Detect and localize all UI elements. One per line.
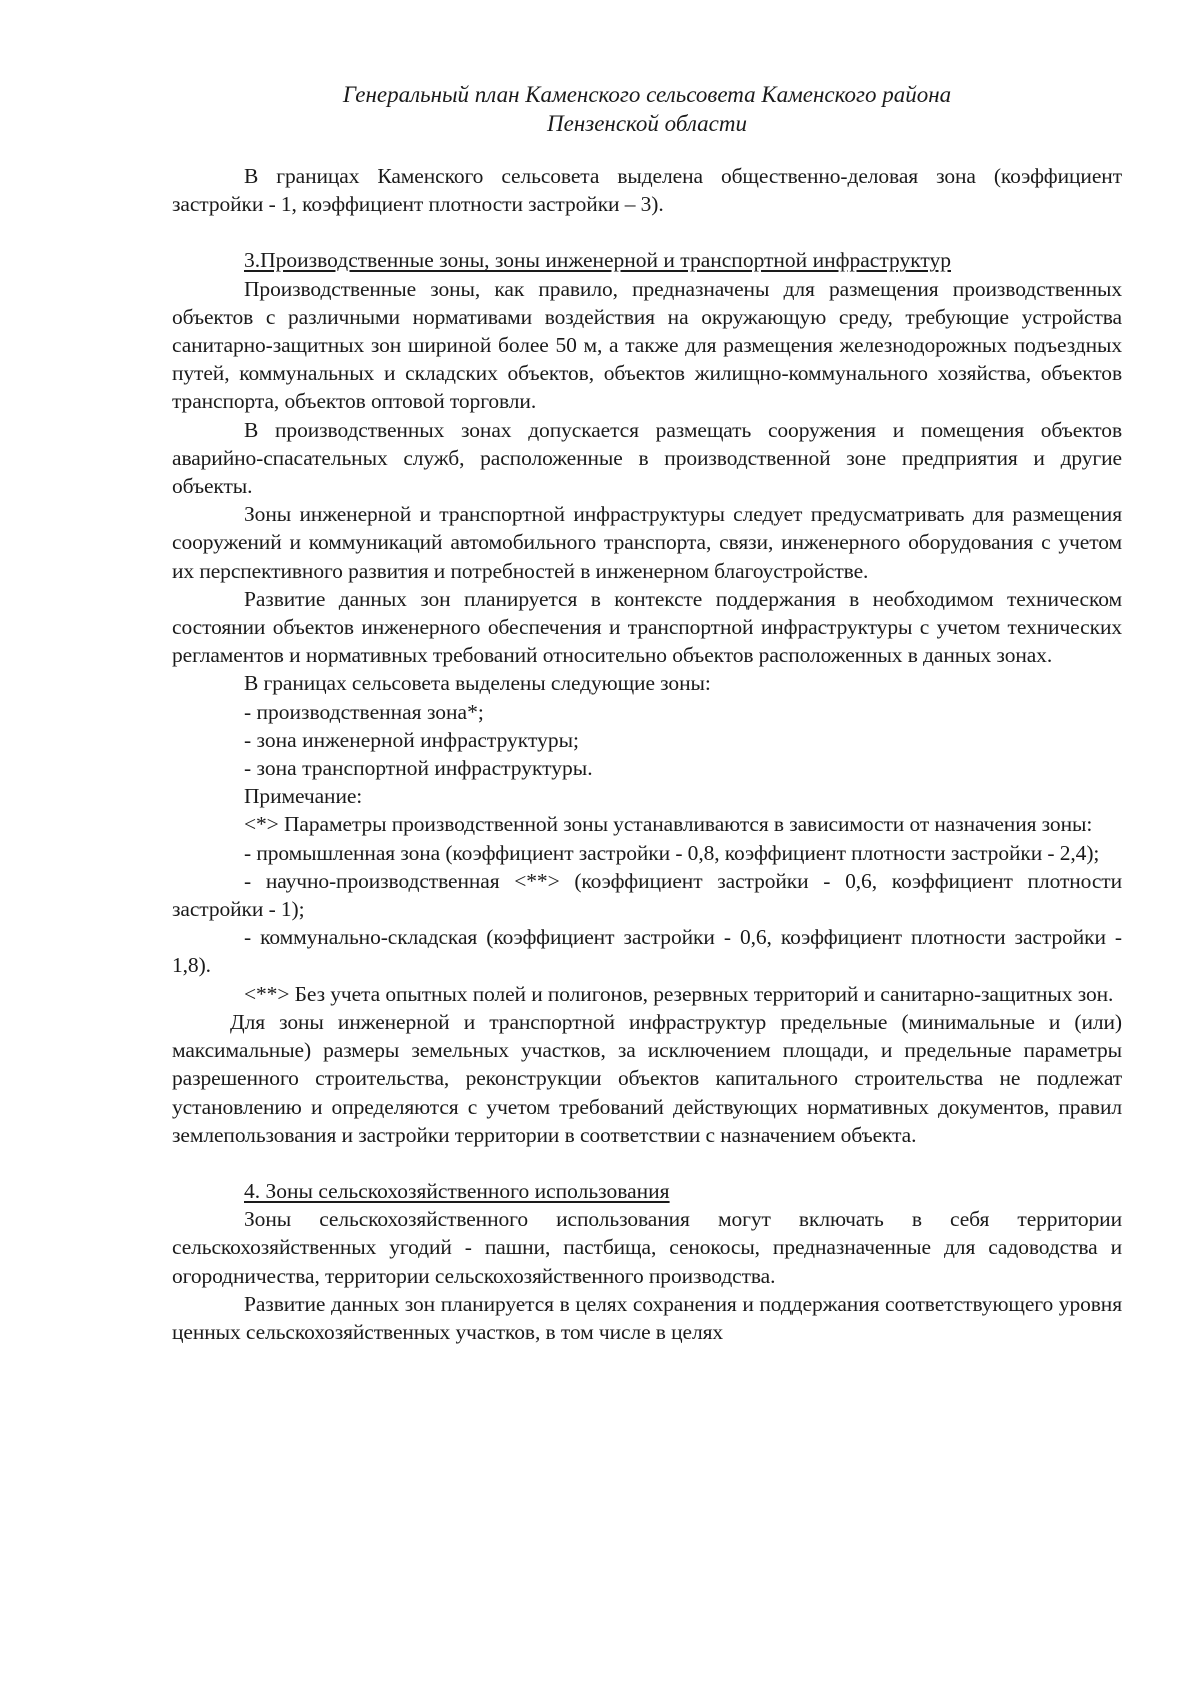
zone-list-item: - производственная зона*; <box>244 699 484 724</box>
spacer <box>172 1149 1122 1177</box>
section-4-paragraph-2: Развитие данных зон планируется в целях сохранения и поддержания соответствующего уровня ценных сельскохозяйственных участков, в том числе в целях <box>172 1291 1122 1344</box>
spacer <box>172 218 1122 246</box>
section-3-paragraph-1: Производственные зоны, как правило, предназначены для размещения производственных объектов с различными нормативами воздействия на окружающую среду, требующие устройства санитарно-защитных зон шириной более 50 м, а также для размещения железнодорожных подъездных путей, коммунальных и складских объектов, объектов жилищно-коммунального хозяйства, объектов транспорта, объектов оптовой торговли. <box>172 276 1122 414</box>
section-3-paragraph-4: Развитие данных зон планируется в контексте поддержания в необходимом техническом состоянии объектов инженерного обеспечения и транспортной инфраструктуры с учетом технических регламентов и нормативных требований относительно объектов расположенных в данных зонах. <box>172 586 1122 668</box>
zone-list-item: - зона инженерной инфраструктуры; <box>244 727 579 752</box>
section-4-paragraph-1: Зоны сельскохозяйственного использования могут включать в себя территории сельскохозяйственных угодий - пашни, пастбища, сенокосы, предназначенные для садоводства и огородничества, территории сельскохозяйственного производства. <box>172 1207 1122 1288</box>
section-3-title: 3.Производственные зоны, зоны инженерной и транспортной инфраструктур <box>244 248 951 273</box>
section-3-paragraph-2: В производственных зонах допускается размещать сооружения и помещения объектов аварийно-спасательных служб, расположенные в производственной зоне предприятия и другие объекты. <box>172 417 1122 499</box>
section-3-paragraph-3: Зоны инженерной и транспортной инфраструктуры следует предусматривать для размещения сооружений и коммуникаций автомобильного транспорта, связи, инженерного оборудования с учетом их перспективного развития и потребностей в инженерном благоустройстве. <box>172 502 1122 583</box>
zone-list-item: - зона транспортной инфраструктуры. <box>244 756 593 781</box>
zones-intro: В границах сельсовета выделены следующие зоны: <box>244 671 711 696</box>
header-line-1: Генеральный план Каменского сельсовета Каменского района <box>342 82 952 107</box>
note-2: <**> Без учета опытных полей и полигонов, резервных территорий и санитарно-защитных зон. <box>244 981 1114 1006</box>
header-line-2: Пензенской области <box>547 111 747 136</box>
section-3-paragraph-5: Для зоны инженерной и транспортной инфраструктур предельные (минимальные и (или) максимальные) размеры земельных участков, за исключением площади, и предельные параметры разрешенного строительства, реконструкции объектов капитального строительства не подлежат установлению и определяются с учетом требований действующих нормативных документов, правил землепользования и застройки территории в соответствии с назначением объекта. <box>172 1009 1122 1147</box>
note-label: Примечание: <box>244 784 363 809</box>
section-4-title: 4. Зоны сельскохозяйственного использования <box>244 1178 670 1203</box>
note-item: - коммунально-складская (коэффициент застройки - 0,6, коэффициент плотности застройки - 1,8). <box>172 925 1122 978</box>
document-page <box>172 80 1122 1346</box>
note-1: <*> Параметры производственной зоны устанавливаются в зависимости от назначения зоны: <box>244 812 1093 837</box>
note-item: - научно-производственная <**> (коэффициент застройки - 0,6, коэффициент плотности застройки - 1); <box>172 868 1122 922</box>
note-item: - промышленная зона (коэффициент застройки - 0,8, коэффициент плотности застройки - 2,4); <box>244 840 1100 865</box>
intro-paragraph: В границах Каменского сельсовета выделена общественно-деловая зона (коэффициент застройки - 1, коэффициент плотности застройки – 3). <box>172 164 1122 217</box>
document-header <box>172 80 1122 138</box>
